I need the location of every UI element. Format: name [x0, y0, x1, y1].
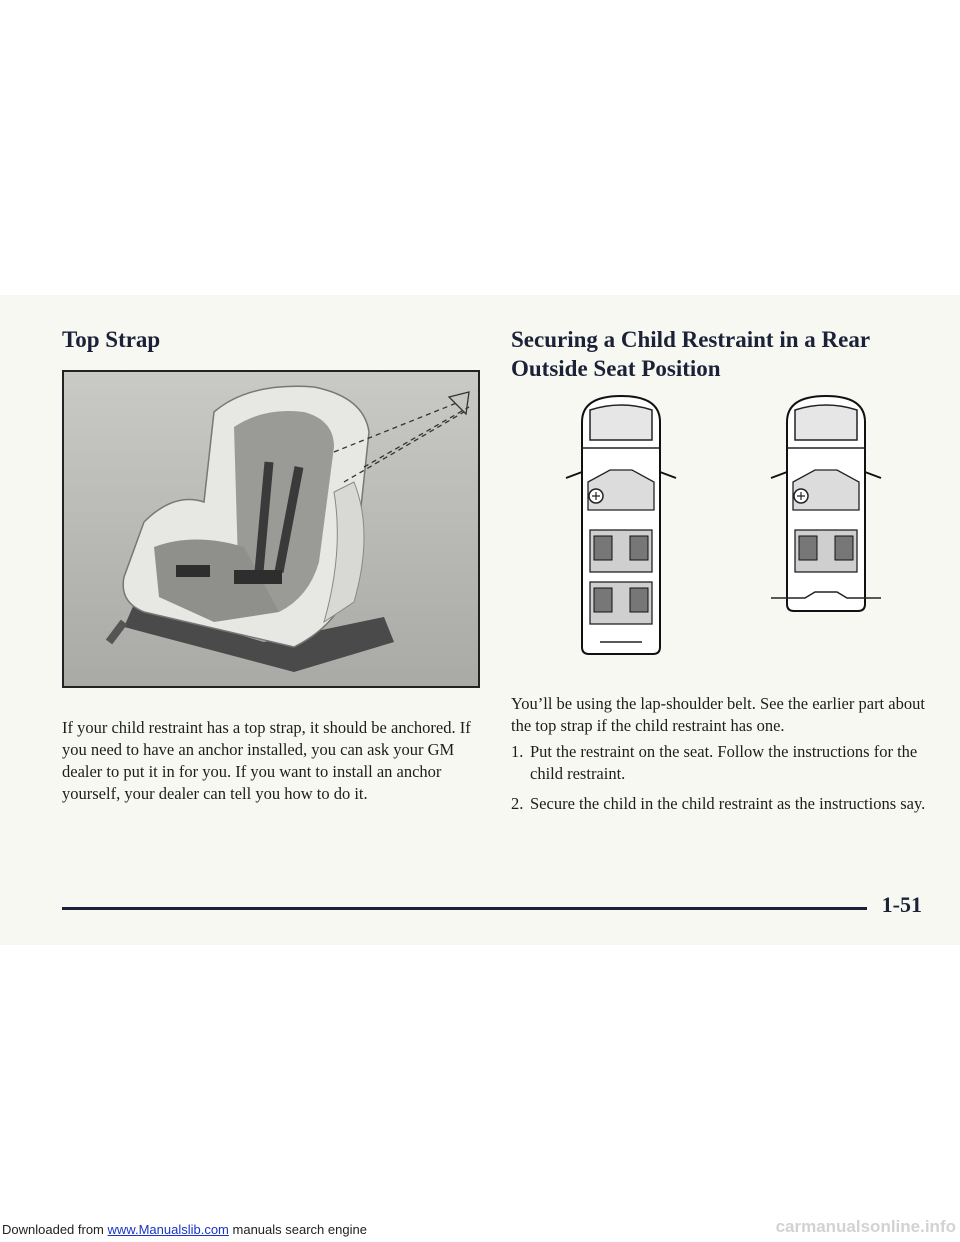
- top-strap-paragraph: If your child restraint has a top strap, it should be anchored. If you need to have an anchor installed, you can ask your GM dealer to put it in for you. If you want to install an anchor yourself, your dealer can tell you how to do it.: [62, 718, 471, 803]
- page-number: 1-51: [881, 892, 922, 917]
- footer-prefix: Downloaded from: [2, 1222, 104, 1237]
- instruction-step: [511, 793, 931, 815]
- step-number: 1.: [511, 742, 524, 761]
- instruction-steps: [511, 741, 931, 823]
- instruction-step: [511, 741, 931, 785]
- watermark: carmanualsonline.info: [775, 1217, 956, 1236]
- child-seat-icon: [64, 372, 478, 686]
- step-number: 2.: [511, 794, 524, 813]
- van-two-row-icon: [765, 392, 887, 614]
- lap-shoulder-belt-paragraph: You’ll be using the lap-shoulder belt. See the earlier part about the top strap if the child restraint has one.: [511, 694, 925, 735]
- step-text: Put the restraint on the seat. Follow the instructions for the child restraint.: [530, 742, 918, 783]
- van-three-row-icon: [560, 392, 682, 657]
- footer-rule: [62, 907, 867, 910]
- footer-suffix: manuals search engine: [232, 1222, 367, 1237]
- step-text: Secure the child in the child restraint as the instructions say.: [530, 794, 926, 813]
- manualslib-link[interactable]: www.Manualslib.com: [107, 1222, 229, 1237]
- heading-top-strap: Top Strap: [62, 327, 161, 352]
- heading-securing-child-restraint: Securing a Child Restraint in a Rear Outside Seat Position: [511, 327, 870, 381]
- manual-page: [0, 295, 960, 945]
- child-seat-illustration: [62, 370, 480, 688]
- van-seating-diagram-three-row: [560, 392, 682, 662]
- download-footer: [2, 1222, 367, 1237]
- van-seating-diagram-two-row: [765, 392, 887, 619]
